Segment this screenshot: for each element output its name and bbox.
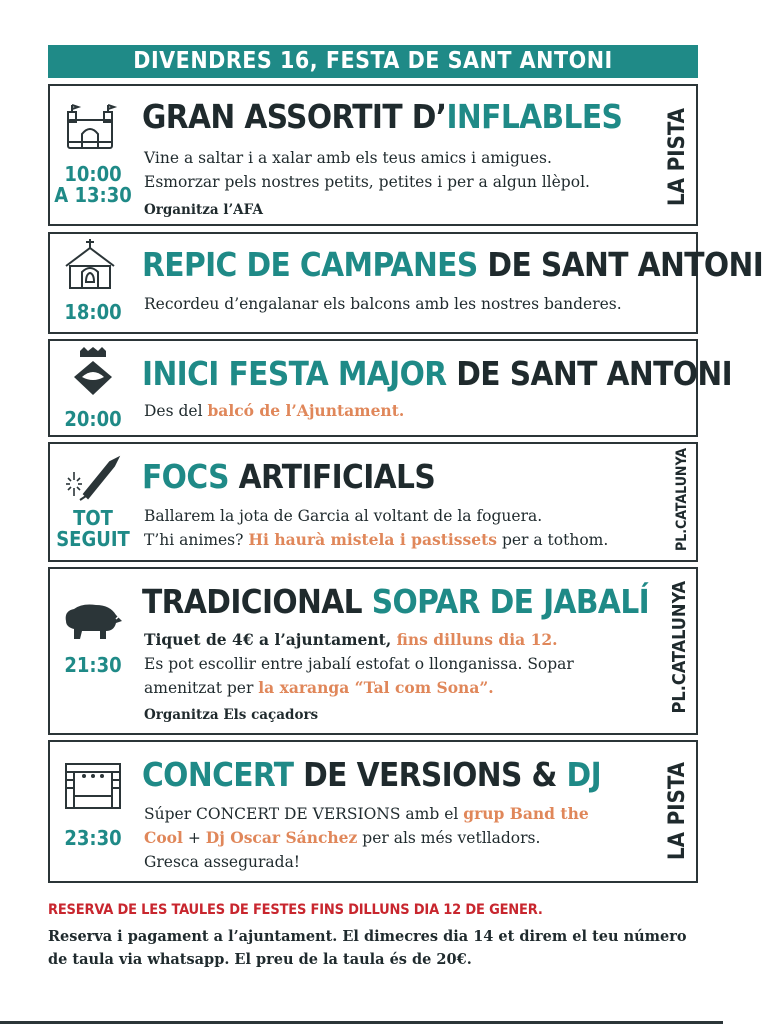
event-location: PL.CATALUNYA bbox=[674, 448, 690, 552]
page-header: DIVENDRES 16, FESTA DE SANT ANTONI bbox=[48, 45, 698, 78]
event-inici-festa bbox=[48, 339, 733, 437]
church-bell-icon bbox=[62, 238, 118, 294]
event-organizer: Organitza Els caçadors bbox=[144, 707, 319, 723]
event-sopar bbox=[48, 567, 698, 735]
event-title: TRADICIONAL SOPAR DE JABALÍ bbox=[142, 582, 650, 621]
stage-icon bbox=[64, 762, 122, 814]
event-description: Súper CONCERT DE VERSIONS amb el grup Band the Cool + Dj Oscar Sánchez per als més vetlladors. Gresca assegurada! bbox=[144, 804, 589, 871]
event-organizer: Organitza l’AFA bbox=[144, 202, 263, 218]
event-title: CONCERT DE VERSIONS & DJ bbox=[142, 755, 602, 794]
wild-boar-icon bbox=[60, 601, 124, 645]
event-description: Recordeu d’engalanar els balcons amb les nostres banderes. bbox=[144, 295, 622, 313]
reservation-notice-body: Reserva i pagament a l’ajuntament. El dimecres dia 14 et direm el teu número de taula via whatsapp. El preu de la taula és de 20€. bbox=[48, 928, 687, 968]
event-campanes bbox=[48, 232, 763, 334]
event-title: REPIC DE CAMPANES DE SANT ANTONI bbox=[142, 245, 763, 284]
firework-rocket-icon bbox=[64, 454, 120, 504]
event-time: 10:00 A 13:30 bbox=[54, 162, 132, 207]
event-time: 23:30 bbox=[64, 826, 122, 850]
event-title: GRAN ASSORTIT D’INFLABLES bbox=[142, 97, 623, 136]
event-description: Vine a saltar i a xalar amb els teus amics i amigues. Esmorzar pels nostres petits, petites i per a algun llèpol. bbox=[144, 149, 590, 191]
event-concert bbox=[48, 740, 698, 883]
event-description: Des del balcó de l’Ajuntament. bbox=[144, 401, 405, 420]
bouncy-castle-icon bbox=[64, 102, 116, 158]
event-inflables bbox=[48, 84, 698, 226]
event-description: Tiquet de 4€ a l’ajuntament, fins dilluns dia 12. Es pot escollir entre jabalí estofat o llonganissa. Sopar amenitzat per la xaranga “Tal com Sona”. bbox=[144, 630, 574, 697]
event-title: INICI FESTA MAJOR DE SANT ANTONI bbox=[142, 354, 733, 393]
event-time: 21:30 bbox=[64, 653, 122, 677]
event-time: 20:00 bbox=[64, 407, 122, 431]
event-location: LA PISTA bbox=[665, 762, 690, 861]
event-description: Ballarem la jota de Garcia al voltant de la foguera. T’hi animes? Hi haurà mistela i pastissets per a tothom. bbox=[144, 507, 609, 549]
reservation-notice-title: RESERVA DE LES TAULES DE FESTES FINS DILLUNS DIA 12 DE GENER. bbox=[48, 902, 543, 918]
event-location: LA PISTA bbox=[665, 108, 690, 207]
event-time: 18:00 bbox=[64, 300, 122, 324]
event-location: PL.CATALUNYA bbox=[669, 581, 690, 714]
event-title: FOCS ARTIFICIALS bbox=[142, 457, 436, 496]
town-crest-icon bbox=[70, 347, 116, 401]
event-time: TOT SEGUIT bbox=[56, 506, 130, 551]
event-focs bbox=[48, 442, 698, 562]
